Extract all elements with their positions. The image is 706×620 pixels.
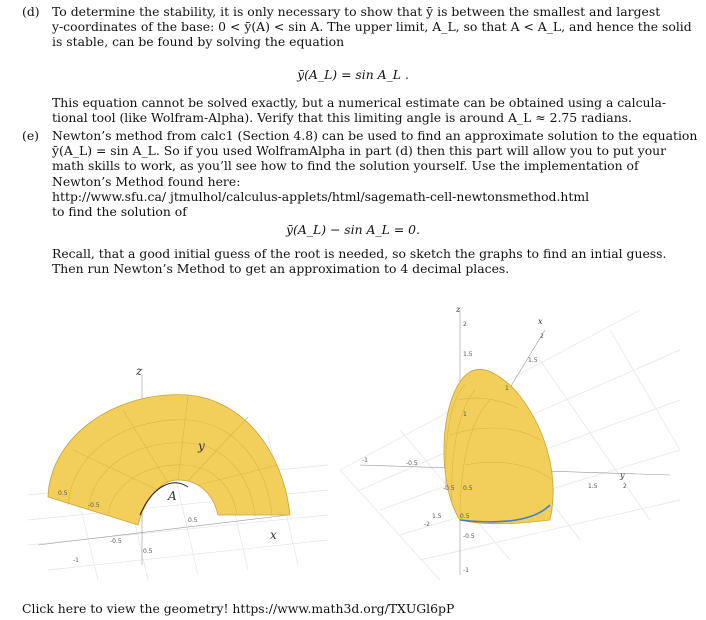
newtons-method-link[interactable]: http://www.sfu.ca/ jtmulhol/calculus-applets/html/sagemath-cell-newtonsmethod.html [52,188,590,204]
right-tick: -1 [362,457,368,464]
left-axis-z-label: z [136,364,143,378]
part-d-line-3: is stable, can be found by solving the equation [52,34,345,50]
geometry-link[interactable]: Click here to view the geometry! https://www.math3d.org/TXUGl6pP [22,601,455,616]
right-tick: -0.5 [406,460,418,467]
left-tick: 0.5 [58,490,68,497]
part-e-followup [52,246,682,276]
part-d-after-2: tional tool (like Wolfram-Alpha). Verify that this limiting angle is around A_L ≈ 2.75 radians. [52,110,632,126]
left-angle-label: A [168,489,177,503]
right-tick-z: -1 [463,567,469,574]
part-e-line-2: ȳ(A_L) = sin A_L. So if you used WolframAlpha in part (d) then this part will allow you to put your [52,143,667,159]
right-3d-figure[interactable] [340,290,685,590]
part-e-line-1: Newton’s method from calc1 (Section 4.8) can be used to find an approximate solution to the equation [52,128,698,143]
part-e-after-1: Recall, that a good initial guess of the root is needed, so sketch the graphs to find an intial guess. [52,246,667,261]
part-e-equation: ȳ(A_L) − sin A_L = 0. [286,222,420,237]
right-tick: -2 [424,521,430,528]
right-tick: -0.5 [443,485,455,492]
part-d-label: (d) [22,4,40,19]
right-tick-z: 0.5 [463,485,473,492]
part-d [22,4,692,50]
left-tick: 0.5 [188,517,198,524]
left-x-axis [38,515,288,545]
part-d-equation: ȳ(A_L) = sin A_L . [297,67,409,82]
right-tick-z: -0.5 [463,533,475,540]
right-tick: 1.5 [432,513,442,520]
right-tick: 0.5 [460,513,470,520]
part-e-line-3: math skills to work, as you’ll see how to find the solution yourself. Use the implementation of [52,158,639,174]
right-tick-z: 1.5 [463,351,473,358]
left-axis-y-label: y [198,439,205,453]
left-tick: 0.5 [143,548,153,555]
right-tick-y: 2 [623,483,627,490]
part-d-line-1: To determine the stability, it is only necessary to show that ȳ is between the smallest and largest [52,4,661,19]
left-3d-figure[interactable] [28,355,338,580]
part-e-line-4: Newton’s Method found here: [52,173,241,189]
part-e-line-6: to find the solution of [52,204,187,220]
right-tick-x: 1.5 [528,357,538,364]
part-d-after-1: This equation cannot be solved exactly, but a numerical estimate can be obtained using a calcula- [52,95,667,110]
right-axis-y-label: y [620,471,625,480]
part-d-line-2: y-coordinates of the base: 0 < ȳ(A) < sin A. The upper limit, A_L, so that A < A_L, and hence the solid [52,19,692,35]
right-tick-x: 1 [505,385,509,392]
part-e-after-2: Then run Newton’s Method to get an approximation to 4 decimal places. [52,261,510,277]
part-e [22,128,698,220]
right-axis-z-label: z [456,305,461,314]
part-e-label: (e) [22,128,40,143]
left-tick: -0.5 [110,538,122,545]
part-d-followup [52,95,682,125]
right-tick-z: 2 [463,321,467,328]
right-tick-y: 1.5 [588,483,598,490]
left-tick: -1 [73,557,79,564]
left-tick: -0.5 [88,502,100,509]
right-tick-z: 1 [463,411,467,418]
left-axis-x-label: x [270,528,277,542]
right-axis-x-label: x [538,317,543,326]
right-tick-x: 2 [540,333,544,340]
